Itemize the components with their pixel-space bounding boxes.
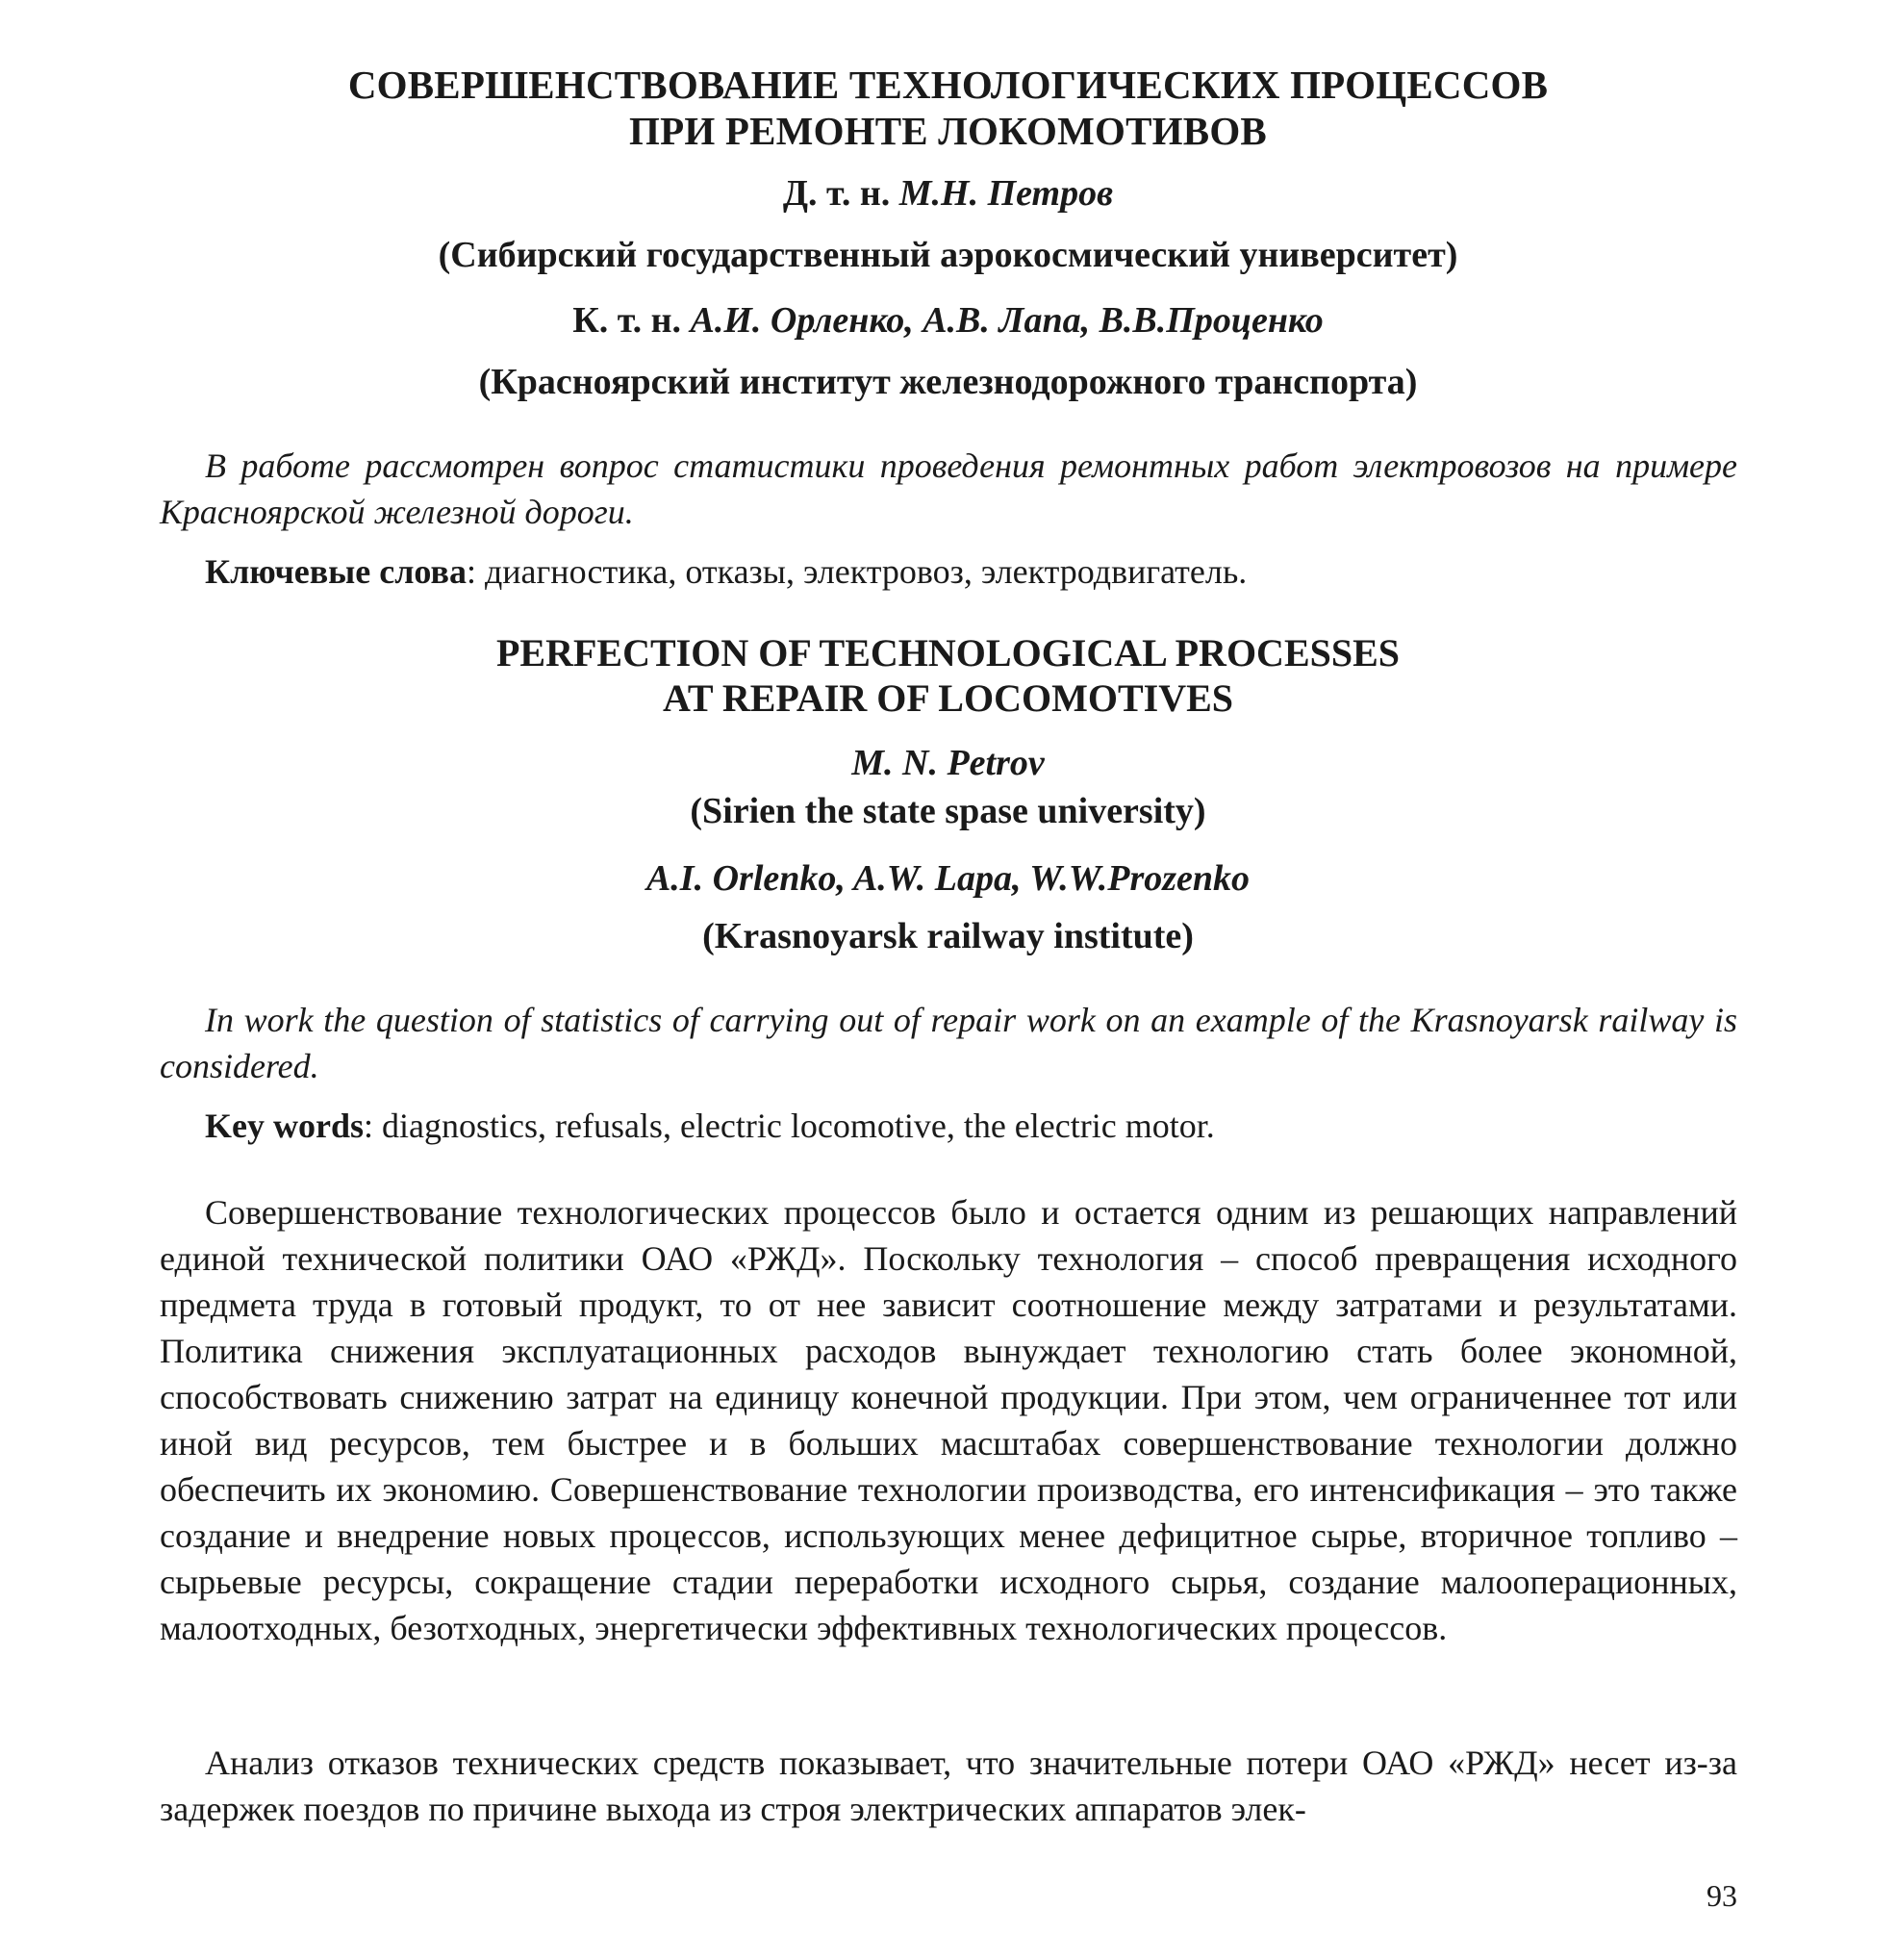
en-author1-affiliation: (Sirien the state spase university) bbox=[690, 791, 1206, 831]
ru-author2-names: А.И. Орленко, А.В. Лапа, В.В.Проценко bbox=[690, 300, 1324, 341]
ru-author1-affiliation: (Сибирский государственный аэрокосмический университет) bbox=[438, 235, 1458, 275]
body-paragraph-2: Анализ отказов технических средств показывает, что значительные потери ОАО «РЖД» несет из-за задержек поездов по причине выхода из строя электрических аппаратов элек- bbox=[160, 1744, 1737, 1828]
body-paragraph-1: Совершенствование технологических процессов было и остается одним из решающих направлений единой технической политики ОАО «РЖД». Поскольку технология – способ превращения исходного предмета труда в готовый продукт, то от нее зависит соотношение между затратами и результатами. Политика снижения эксплуатационных расходов вынуждает технологию стать более экономной, способствовать снижению затрат на единицу конечной продукции. При этом, чем ограниченнее тот или иной вид ресурсов, тем быстрее и в больших масштабах совершенствование технологии должно обеспечить их экономию. Совершенствование технологии производства, его интенсификация – это также создание и внедрение новых процессов, использующих менее дефицитное сырье, вторичное топливо – сырьевые ресурсы, сокращение стадии переработки исходного сырья, создание малооперационных, малоотходных, безотходных, энергетически эффективных технологических процессов. bbox=[160, 1193, 1737, 1647]
ru-title-line2: ПРИ РЕМОНТЕ ЛОКОМОТИВОВ bbox=[629, 109, 1267, 153]
ru-abstract: В работе рассмотрен вопрос статистики проведения ремонтных работ электровозов на примере Красноярской железной дороги. bbox=[160, 446, 1737, 531]
ru-author1 bbox=[0, 171, 1896, 216]
ru-title-line1: СОВЕРШЕНСТВОВАНИЕ ТЕХНОЛОГИЧЕСКИХ ПРОЦЕССОВ bbox=[347, 63, 1549, 107]
ru-keywords bbox=[160, 548, 1737, 595]
en-title-line2: AT REPAIR OF LOCOMOTIVES bbox=[662, 676, 1234, 720]
ru-keywords-text: : диагностика, отказы, электровоз, электродвигатель. bbox=[466, 552, 1248, 591]
ru-author2 bbox=[0, 298, 1896, 343]
page-number: 93 bbox=[1706, 1878, 1737, 1913]
en-title-line1: PERFECTION OF TECHNOLOGICAL PROCESSES bbox=[495, 631, 1401, 675]
ru-author1-degree: Д. т. н. bbox=[782, 173, 891, 214]
en-keywords-text: : diagnostics, refusals, electric locomotive, the electric motor. bbox=[364, 1107, 1215, 1145]
en-author1-names: M. N. Petrov bbox=[851, 743, 1045, 783]
en-author2-names: A.I. Orlenko, A.W. Lapa, W.W.Prozenko bbox=[645, 858, 1251, 899]
ru-author1-names: М.Н. Петров bbox=[898, 173, 1114, 214]
ru-author2-affiliation: (Красноярский институт железнодорожного транспорта) bbox=[478, 362, 1418, 402]
en-author2-affiliation: (Krasnoyarsk railway institute) bbox=[702, 916, 1194, 956]
en-keywords bbox=[160, 1103, 1737, 1149]
ru-keywords-label: Ключевые слова bbox=[205, 552, 467, 591]
ru-author2-degree: К. т. н. bbox=[572, 300, 682, 341]
en-keywords-label: Key words bbox=[205, 1107, 364, 1145]
en-abstract: In work the question of statistics of carrying out of repair work on an example of the Krasnoyarsk railway is considered. bbox=[160, 1001, 1737, 1085]
